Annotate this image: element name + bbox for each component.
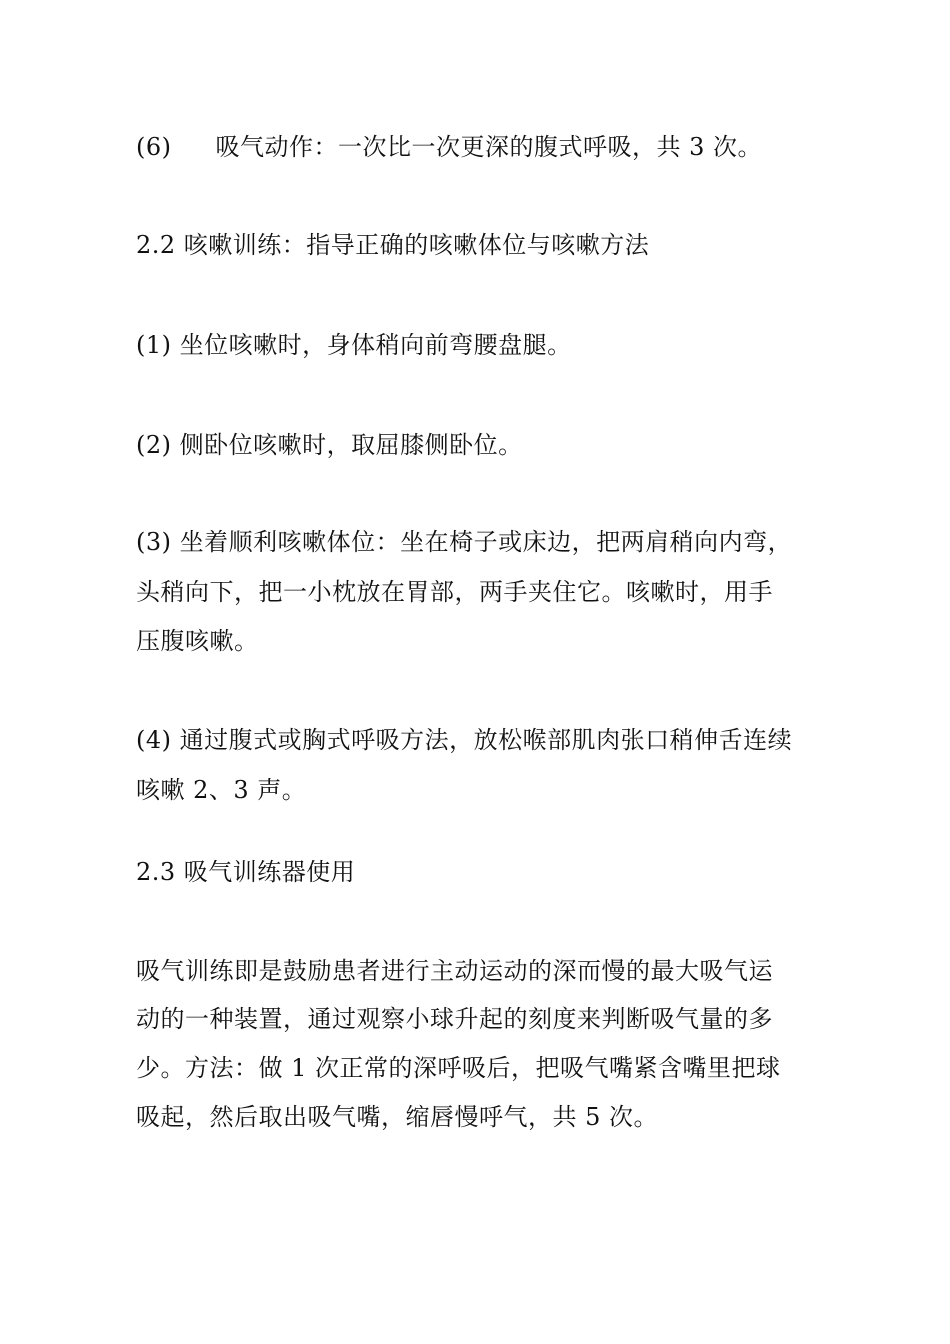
item-6-text: 吸气动作：一次比一次更深的腹式呼吸，共 3 次。 [215, 133, 763, 161]
item-3-line-1: (3) 坐着顺利咳嗽体位：坐在椅子或床边，把两肩稍向内弯， [136, 528, 793, 556]
section-heading-2-3: 2.3 吸气训练器使用 [136, 858, 356, 886]
paragraph-line-1: 吸气训练即是鼓励患者进行主动运动的深而慢的最大吸气运 [136, 957, 773, 985]
item-4-line-1: (4) 通过腹式或胸式呼吸方法，放松喉部肌肉张口稍伸舌连续 [136, 726, 793, 754]
item-2: (2) 侧卧位咳嗽时，取屈膝侧卧位。 [136, 431, 523, 459]
item-3-line-2: 头稍向下，把一小枕放在胃部，两手夹住它。咳嗽时，用手 [136, 578, 773, 606]
section-heading-2-2: 2.2 咳嗽训练：指导正确的咳嗽体位与咳嗽方法 [136, 231, 650, 259]
item-6-number: (6) [136, 133, 172, 161]
item-6 [136, 132, 762, 162]
paragraph-line-2: 动的一种装置，通过观察小球升起的刻度来判断吸气量的多 [136, 1005, 773, 1033]
item-3-line-3: 压腹咳嗽。 [136, 627, 259, 655]
item-1: (1) 坐位咳嗽时，身体稍向前弯腰盘腿。 [136, 331, 572, 359]
paragraph-line-3: 少。方法：做 1 次正常的深呼吸后，把吸气嘴紧含嘴里把球 [136, 1054, 781, 1082]
item-4-line-2: 咳嗽 2、3 声。 [136, 776, 307, 804]
paragraph-line-4: 吸起，然后取出吸气嘴，缩唇慢呼气，共 5 次。 [136, 1103, 659, 1131]
